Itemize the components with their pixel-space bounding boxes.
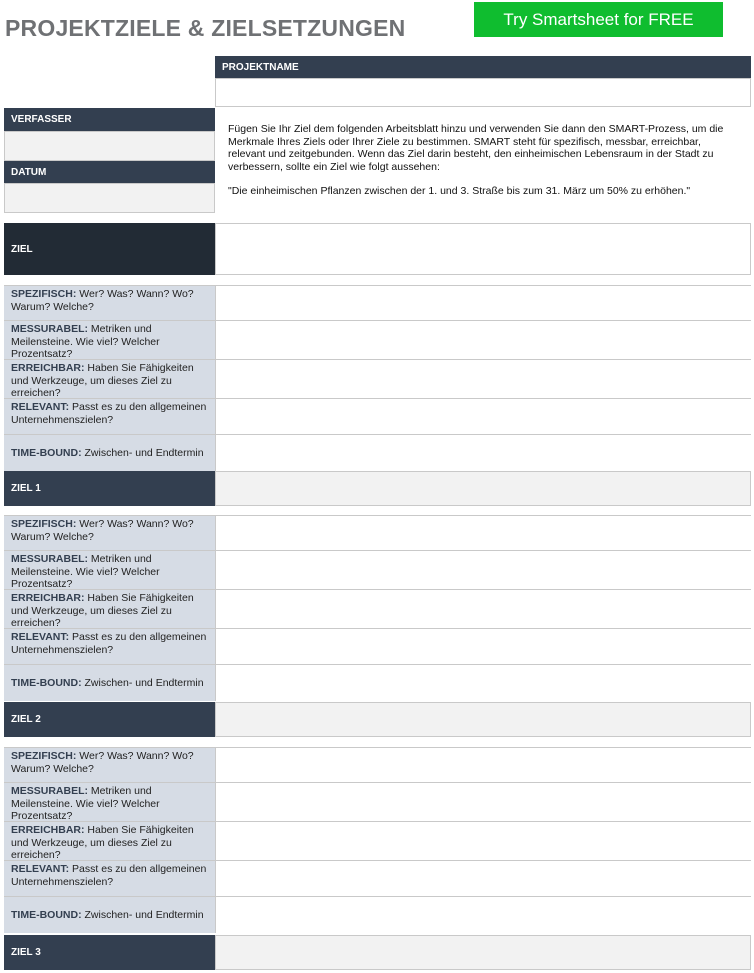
goal-header-ziel: ZIEL bbox=[4, 223, 215, 275]
verfasser-header: VERFASSER bbox=[4, 108, 215, 131]
smart-row-time-bound bbox=[4, 897, 751, 933]
smart-row-erreichbar bbox=[4, 590, 751, 629]
smart-label-erreichbar: ERREICHBAR: Haben Sie Fähigkeiten und Werkzeuge, um dieses Ziel zu erreichen? bbox=[4, 360, 215, 398]
smart-label-erreichbar: ERREICHBAR: Haben Sie Fähigkeiten und Werkzeuge, um dieses Ziel zu erreichen? bbox=[4, 822, 215, 860]
smart-label-erreichbar: ERREICHBAR: Haben Sie Fähigkeiten und Werkzeuge, um dieses Ziel zu erreichen? bbox=[4, 590, 215, 628]
page-title: PROJEKTZIELE & ZIELSETZUNGEN bbox=[5, 15, 406, 41]
smart-input-time-bound[interactable] bbox=[215, 435, 751, 471]
goal-header-ziel-1: ZIEL 1 bbox=[4, 471, 215, 506]
smart-label-messurabel: MESSURABEL: Metriken und Meilensteine. Wie viel? Welcher Prozentsatz? bbox=[4, 783, 215, 821]
smart-row-erreichbar bbox=[4, 360, 751, 399]
smart-input-messurabel[interactable] bbox=[215, 783, 751, 821]
smart-input-erreichbar[interactable] bbox=[215, 590, 751, 628]
smart-row-relevant bbox=[4, 861, 751, 897]
smart-row-erreichbar bbox=[4, 822, 751, 861]
instructions-paragraph: Fügen Sie Ihr Ziel dem folgenden Arbeitsblatt hinzu und verwenden Sie dann den SMART-Prozess, um die Merkmale Ihres Ziels oder Ihrer Ziele zu bestimmen. SMART steht für spezifisch, messbar, erreichbar, relevant und zeitgebunden. Wenn das Ziel darin besteht, den einheimischen Lebensraum in der Stadt zu verbessern, sollte ein Ziel wie folgt aussehen: bbox=[228, 123, 724, 173]
smart-row-spezifisch bbox=[4, 516, 751, 551]
projektname-field[interactable] bbox=[215, 78, 751, 107]
smart-row-messurabel bbox=[4, 321, 751, 360]
smart-input-spezifisch[interactable] bbox=[215, 516, 751, 550]
smart-input-time-bound[interactable] bbox=[215, 897, 751, 933]
instructions-text bbox=[228, 123, 733, 198]
smart-input-relevant[interactable] bbox=[215, 399, 751, 434]
smart-label-spezifisch: SPEZIFISCH: Wer? Was? Wann? Wo? Warum? Welche? bbox=[4, 748, 215, 782]
smart-label-relevant: RELEVANT: Passt es zu den allgemeinen Unternehmenszielen? bbox=[4, 629, 215, 664]
smart-input-erreichbar[interactable] bbox=[215, 360, 751, 398]
goal-field-ziel[interactable] bbox=[215, 223, 751, 275]
smart-row-relevant bbox=[4, 629, 751, 665]
datum-field[interactable] bbox=[4, 183, 215, 213]
example-goal: "Die einheimischen Pflanzen zwischen der 1. und 3. Straße bis zum 31. März um 50% zu erhöhen." bbox=[228, 185, 691, 197]
smart-row-spezifisch bbox=[4, 286, 751, 321]
smart-row-time-bound bbox=[4, 435, 751, 471]
smart-block-1 bbox=[4, 285, 751, 470]
smart-label-messurabel: MESSURABEL: Metriken und Meilensteine. Wie viel? Welcher Prozentsatz? bbox=[4, 551, 215, 589]
smart-label-time-bound: TIME-BOUND: Zwischen- und Endtermin bbox=[4, 897, 215, 933]
goal-field-ziel-2[interactable] bbox=[215, 702, 751, 737]
smart-input-messurabel[interactable] bbox=[215, 321, 751, 359]
smart-row-spezifisch bbox=[4, 748, 751, 783]
smart-label-spezifisch: SPEZIFISCH: Wer? Was? Wann? Wo? Warum? Welche? bbox=[4, 516, 215, 550]
smart-label-relevant: RELEVANT: Passt es zu den allgemeinen Unternehmenszielen? bbox=[4, 399, 215, 434]
verfasser-field[interactable] bbox=[4, 131, 215, 161]
goal-field-ziel-1[interactable] bbox=[215, 471, 751, 506]
smart-label-messurabel: MESSURABEL: Metriken und Meilensteine. Wie viel? Welcher Prozentsatz? bbox=[4, 321, 215, 359]
smart-input-messurabel[interactable] bbox=[215, 551, 751, 589]
smart-block-2 bbox=[4, 515, 751, 700]
smart-input-time-bound[interactable] bbox=[215, 665, 751, 701]
smart-row-relevant bbox=[4, 399, 751, 435]
smart-row-messurabel bbox=[4, 783, 751, 822]
smart-label-spezifisch: SPEZIFISCH: Wer? Was? Wann? Wo? Warum? Welche? bbox=[4, 286, 215, 320]
projektname-header: PROJEKTNAME bbox=[215, 56, 751, 78]
smart-input-erreichbar[interactable] bbox=[215, 822, 751, 860]
try-smartsheet-button[interactable]: Try Smartsheet for FREE bbox=[474, 2, 723, 37]
datum-header: DATUM bbox=[4, 161, 215, 183]
smart-row-time-bound bbox=[4, 665, 751, 701]
goal-header-ziel-2: ZIEL 2 bbox=[4, 702, 215, 737]
goal-field-ziel-3[interactable] bbox=[215, 935, 751, 970]
goal-header-ziel-3: ZIEL 3 bbox=[4, 935, 215, 970]
smart-input-relevant[interactable] bbox=[215, 629, 751, 664]
smart-label-time-bound: TIME-BOUND: Zwischen- und Endtermin bbox=[4, 665, 215, 701]
smart-input-spezifisch[interactable] bbox=[215, 748, 751, 782]
smart-block-3 bbox=[4, 747, 751, 932]
smart-label-time-bound: TIME-BOUND: Zwischen- und Endtermin bbox=[4, 435, 215, 471]
smart-label-relevant: RELEVANT: Passt es zu den allgemeinen Unternehmenszielen? bbox=[4, 861, 215, 896]
smart-input-spezifisch[interactable] bbox=[215, 286, 751, 320]
smart-row-messurabel bbox=[4, 551, 751, 590]
smart-input-relevant[interactable] bbox=[215, 861, 751, 896]
